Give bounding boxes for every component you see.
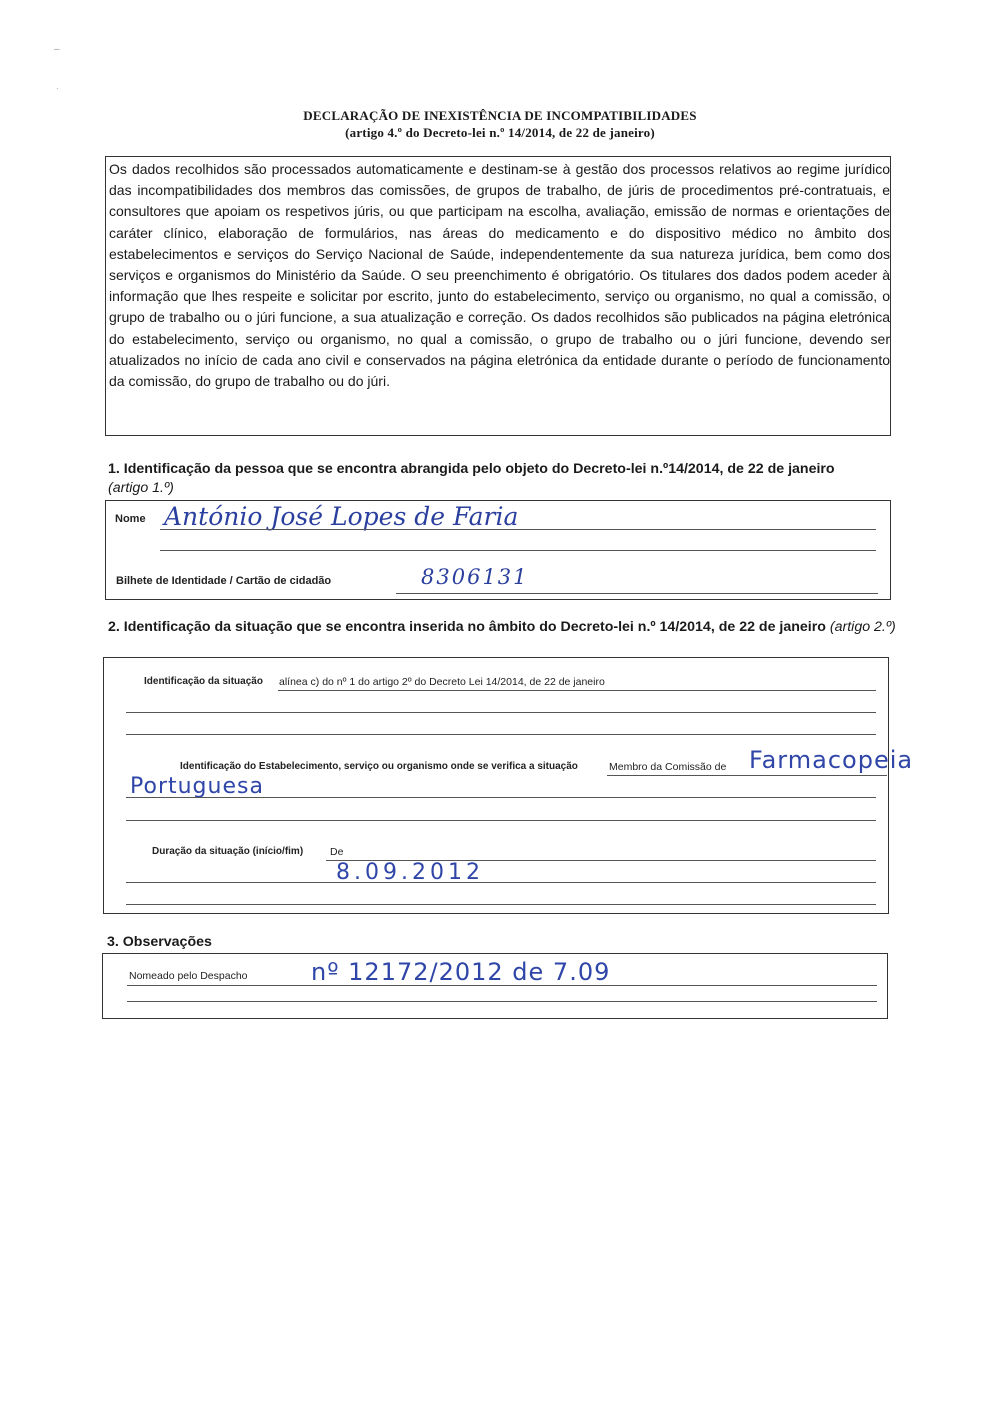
name-label: Nome [115,513,146,525]
duration-label: Duração da situação (início/fim) [152,846,304,857]
scan-mark: · [56,84,59,93]
section2-heading [108,618,898,637]
id-label: Bilhete de Identidade / Cartão de cidadão [116,575,332,587]
document-title: DECLARAÇÃO DE INEXISTÊNCIA DE INCOMPATIBILIDADES [303,108,697,123]
observations-hand-value[interactable]: nº 12172/2012 de 7.09 [311,958,611,986]
situation-line [278,690,876,691]
name-value[interactable]: António José Lopes de Faria [164,502,519,531]
section1-heading [108,460,898,498]
establishment-line-2 [126,797,876,798]
duration-line-3 [126,904,876,905]
intro-box [105,156,891,436]
scan-mark: – [54,44,60,55]
document-subtitle: (artigo 4.º do Decreto-lei n.º 14/2014, de 22 de janeiro) [345,125,655,140]
id-line [396,593,878,594]
id-value[interactable]: 8306131 [421,565,529,589]
duration-from: De [330,846,344,858]
situation-label: Identificação da situação [144,676,263,687]
section2-box [103,657,914,914]
duration-line-2 [126,882,876,883]
establishment-value[interactable]: Membro da Comissão de [609,761,727,773]
establishment-hand-2[interactable]: Portuguesa [130,774,264,799]
section2-heading-text: 2. Identificação da situação que se encontra inserida no âmbito do Decreto-lei n.º 14/2014, de 22 de janeiro [108,619,826,635]
section2-heading-ref: (artigo 2.º) [829,619,896,635]
observations-line-2 [127,1001,877,1002]
intro-text: Os dados recolhidos são processados automaticamente e destinam-se à gestão dos processos relativos ao regime jurídico das incompatibilidades dos membros das comissões, de grupos de trabalho, de júris de procedimentos pré-contratuais, e consultores que apoiam os respetivos júris, ou que participam na escolha, avaliação, emissão de normas e orientações de caráter clínico, elaboração de formulários, nas áreas do medicamento e do dispositivo médico no âmbito dos estabelecimentos e serviços do Serviço Nacional de Saúde, independentemente da sua natureza jurídica, bem como dos serviços e organismos do Ministério da Saúde. O seu preenchimento é obrigatório. Os titulares dos dados podem aceder à informação que lhes respeite e solicitar por escrito, junto do estabelecimento, serviço ou organismo, no qual a comissão, o grupo de trabalho ou o júri funcione, a sua atualização e correção. Os dados recolhidos são publicados na página eletrónica do estabelecimento, serviço ou organismo, no qual a comissão, o grupo de trabalho ou o júri funcione, devendo ser atualizados no início de cada ano civil e conservados na página eletrónica da entidade durante o período de funcionamento da comissão, do grupo de trabalho ou do júri. [109,161,890,390]
section1-heading-text: 1. Identificação da pessoa que se encontra abrangida pelo objeto do Decreto-lei n.º14/2014, de 22 de janeiro [108,461,835,477]
observations-label: Nomeado pelo Despacho [129,970,248,982]
section1-heading-ref: (artigo 1.º) [108,480,174,496]
name-line-2 [160,550,876,551]
establishment-line [607,775,887,776]
name-line [160,529,876,530]
section3-heading: 3. Observações [107,934,212,950]
establishment-label: Identificação do Estabelecimento, serviço ou organismo onde se verifica a situação [180,761,578,772]
establishment-line-3 [126,820,876,821]
situation-line-2 [126,712,876,713]
situation-line-3 [126,734,876,735]
observations-line [127,985,877,986]
section3-box [102,953,888,1019]
duration-value[interactable]: 8.09.2012 [336,860,484,885]
situation-value[interactable]: alínea c) do nº 1 do artigo 2º do Decreto Lei 14/2014, de 22 de janeiro [279,676,605,688]
section1-box [105,500,891,600]
establishment-hand-1[interactable]: Farmacopeia [749,746,914,774]
